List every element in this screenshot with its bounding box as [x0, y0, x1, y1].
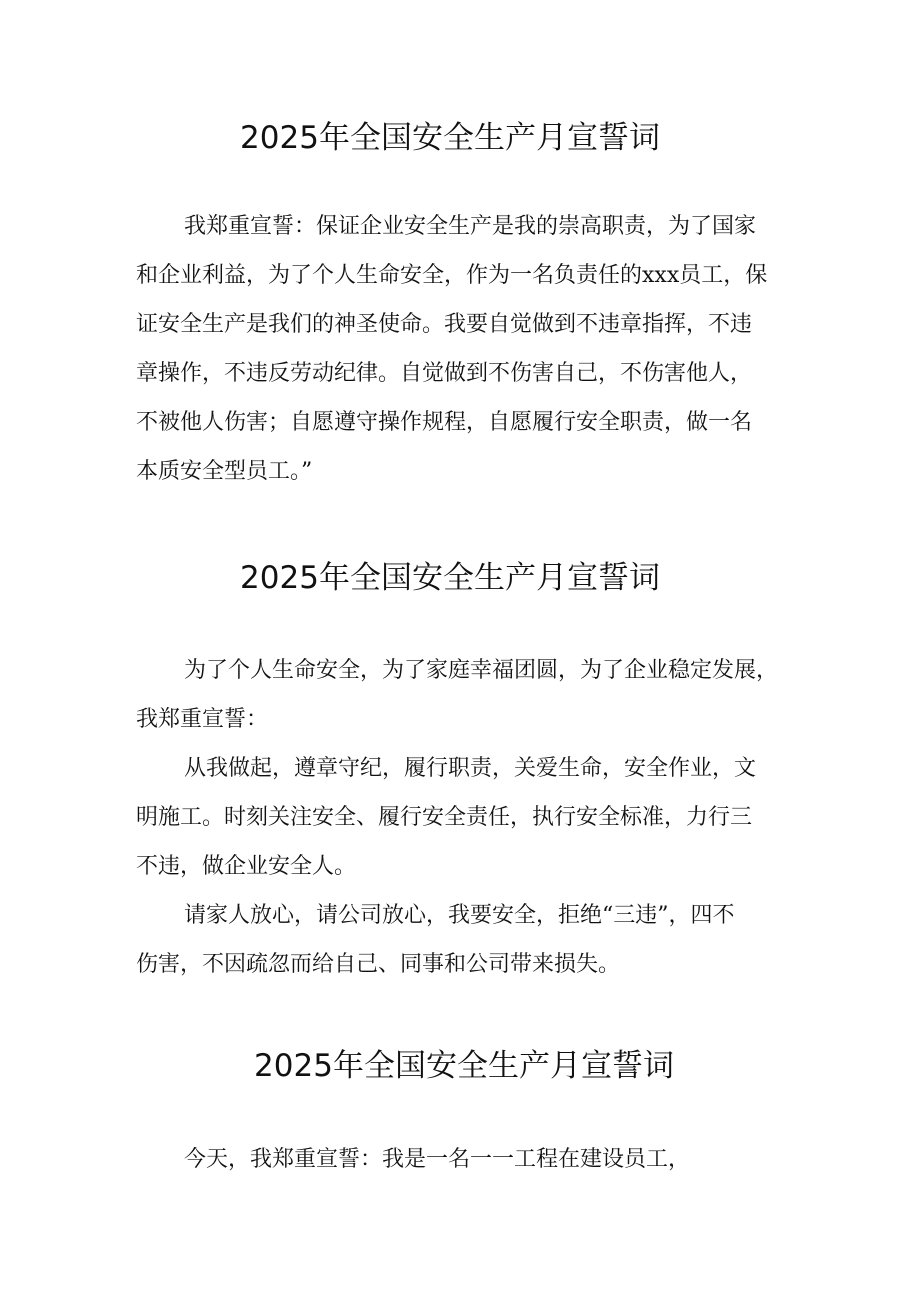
section-1-line-5: 不被他人伤害；自愿遵守操作规程，自愿履行安全职责，做一名: [136, 410, 753, 435]
section-1-line-2: 和企业利益，为了个人生命安全，作为一名负责任的xxx员工，保: [136, 263, 768, 288]
section-2-line-3: 从我做起，遵章守纪，履行职责，关爱生命，安全作业，文: [184, 756, 757, 781]
section-2-title: 2025年全国安全生产月宣誓词: [240, 560, 660, 596]
section-2-line-5: 不违，做企业安全人。: [136, 854, 357, 879]
section-1-line-4: 章操作，不违反劳动纪律。自觉做到不伤害自己，不伤害他人，: [136, 361, 753, 386]
section-1-line-3: 证安全生产是我们的神圣使命。我要自觉做到不违章指挥，不违: [136, 312, 753, 337]
section-1-line-6: 本质安全型员工。”: [136, 459, 313, 484]
section-2-line-4: 明施工。时刻关注安全、履行安全责任，执行安全标准，力行三: [136, 805, 753, 830]
section-2-line-7: 伤害，不因疏忽而给自己、同事和公司带来损失。: [136, 952, 621, 977]
section-2-line-2: 我郑重宣誓：: [136, 707, 269, 732]
section-2-line-6: 请家人放心，请公司放心，我要安全，拒绝“三违”，四不: [184, 903, 735, 928]
section-2-line-1: 为了个人生命安全，为了家庭幸福团圆，为了企业稳定发展，: [184, 658, 779, 683]
section-1-line-1: 我郑重宣誓：保证企业安全生产是我的崇高职责，为了国家: [184, 214, 757, 239]
section-3-title: 2025年全国安全生产月宣誓词: [254, 1048, 674, 1084]
section-1-title: 2025年全国安全生产月宣誓词: [240, 120, 660, 156]
section-3-line-1: 今天，我郑重宣誓：我是一名一一工程在建设员工，: [184, 1147, 691, 1172]
